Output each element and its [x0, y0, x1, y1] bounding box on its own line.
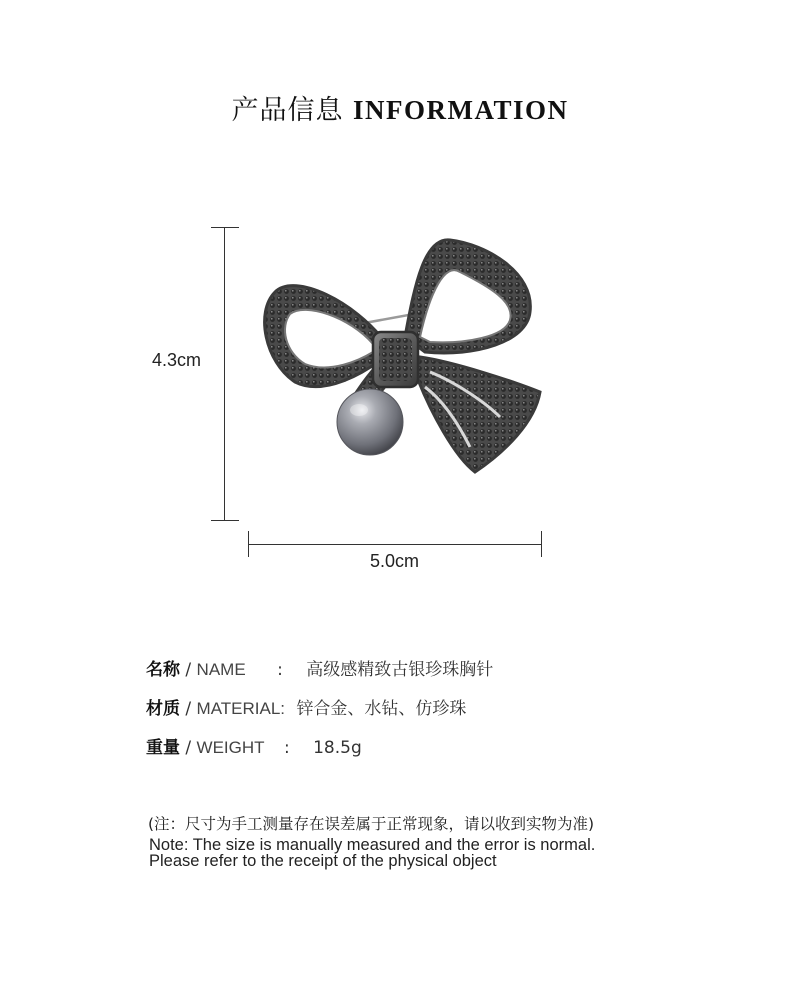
- spec-material-value: 锌合金、水钻、仿珍珠: [296, 699, 467, 719]
- width-dimension-cap-right: [541, 531, 542, 557]
- height-dimension-cap-top: [211, 227, 239, 228]
- note-en-line2: Please refer to the receipt of the physical object: [149, 852, 497, 870]
- bow-brooch-with-pearl-icon: [255, 232, 545, 492]
- spec-name-value: 高级感精致古银珍珠胸针: [306, 660, 494, 680]
- spec-name-slash: /: [185, 660, 192, 680]
- spec-material-label-zh: 材质: [146, 699, 180, 719]
- spec-weight-label-en: WEIGHT: [196, 738, 265, 757]
- note-zh: (注：尺寸为手工测量存在误差属于正常现象，请以收到实物为准): [148, 815, 595, 833]
- title-zh: 产品信息: [231, 95, 344, 126]
- spec-row-name: [146, 655, 493, 680]
- width-dimension-cap-left: [248, 531, 249, 557]
- spec-material-label-en: MATERIAL:: [196, 699, 286, 718]
- spec-weight-value: 18.5g: [313, 738, 362, 758]
- product-image: [255, 232, 545, 492]
- width-label: 5.0cm: [370, 551, 420, 571]
- spec-weight-label-zh: 重量: [146, 738, 180, 758]
- height-dimension-cap-bottom: [211, 520, 239, 521]
- spec-name-label-en: NAME: [196, 660, 246, 679]
- page-title: [0, 88, 800, 127]
- spec-row-material: [146, 694, 466, 719]
- note-en: [149, 837, 595, 869]
- spec-name-label-zh: 名称: [146, 660, 180, 680]
- note-en-line1: Note: The size is manually measured and the error is normal.: [149, 836, 596, 854]
- height-dimension-line: [224, 227, 225, 521]
- spec-material-slash: /: [185, 699, 192, 719]
- spec-row-weight: [146, 733, 362, 758]
- spec-weight-slash: /: [185, 738, 192, 758]
- width-dimension-line: [248, 544, 542, 545]
- spec-weight-colon: :: [283, 738, 290, 758]
- spec-name-colon: :: [277, 660, 283, 680]
- title-en: INFORMATION: [353, 95, 569, 125]
- height-label: 4.3cm: [152, 350, 202, 370]
